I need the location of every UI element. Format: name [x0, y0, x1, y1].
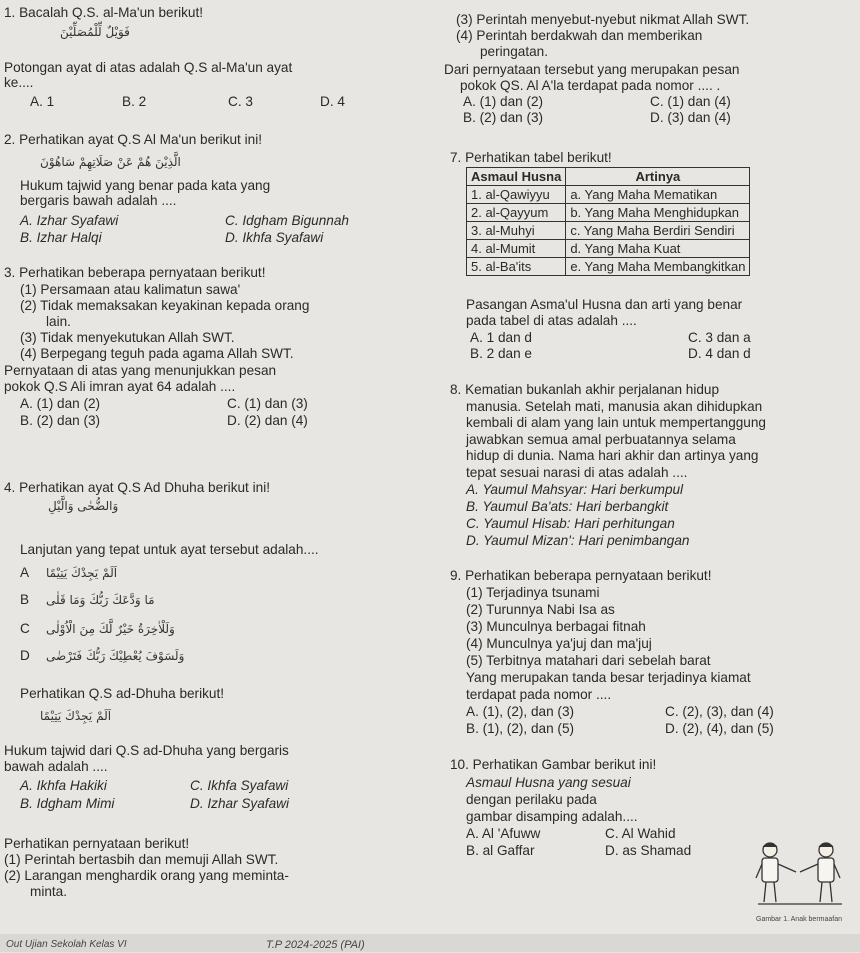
q1b-option-a[interactable]: A. (1) dan (2)	[463, 94, 544, 109]
q1b-stem-line1: Dari pernyataan tersebut yang merupakan pesan	[444, 62, 740, 77]
q2-stem-line2: bergaris bawah adalah ....	[20, 193, 177, 208]
q9-item: (2) Turunnya Nabi Isa as	[466, 602, 615, 617]
q1-option[interactable]: C. 3	[228, 94, 253, 109]
q4-option-c-label[interactable]: C	[20, 621, 30, 636]
q9-option-d[interactable]: D. (2), (4), dan (5)	[665, 721, 774, 736]
q1b-item-4-cont: peringatan.	[480, 44, 549, 59]
q8-line: kembali di alam yang lain untuk mempertanggung	[466, 415, 766, 430]
q5-stem-line2: bawah adalah ....	[4, 759, 108, 774]
q5-stem-line1: Hukum tajwid dari Q.S ad-Dhuha yang bergaris	[4, 743, 289, 758]
q4-arabic: وَالضُّحٰى وَالَّيْلِ	[48, 499, 119, 513]
q4-prompt: 4. Perhatikan ayat Q.S Ad Dhuha berikut ini!	[4, 480, 270, 495]
q7-option-d[interactable]: D. 4 dan d	[688, 346, 751, 361]
q7-option-a[interactable]: A. 1 dan d	[470, 330, 532, 345]
q1b-item-3: (3) Perintah menyebut-nyebut nikmat Allah SWT.	[456, 12, 750, 27]
q4-option-d-arabic[interactable]: وَلَسَوْفَ يُعْطِيْكَ رَبُّكَ فَتَرْضٰى	[46, 649, 185, 663]
q7-option-c[interactable]: C. 3 dan a	[688, 330, 751, 345]
q5-arabic: اَلَمْ يَجِدْكَ يَتِيْمًا	[40, 709, 112, 723]
q3-option-b[interactable]: B. (2) dan (3)	[20, 413, 101, 428]
q3-item: (3) Tidak menyekutukan Allah SWT.	[20, 330, 235, 345]
q2-option-c[interactable]: C. Idgham Bigunnah	[225, 213, 349, 228]
q10-line: dengan perilaku pada	[466, 792, 597, 807]
q3-stem-line1: Pernyataan di atas yang menunjukkan pesan	[4, 363, 277, 378]
q9-item: (5) Terbitnya matahari dari sebelah barat	[466, 653, 711, 668]
q9-item: (1) Terjadinya tsunami	[466, 585, 600, 600]
q5-option-b[interactable]: B. Idgham Mimi	[20, 796, 115, 811]
asmaul-husna-table	[466, 167, 750, 276]
q4-stem: Lanjutan yang tepat untuk ayat tersebut adalah....	[20, 542, 319, 557]
q2-prompt: 2. Perhatikan ayat Q.S Al Ma'un berikut ini!	[4, 132, 262, 147]
q1-line1: Potongan ayat di atas adalah Q.S al-Ma'un ayat	[4, 60, 293, 75]
table-row	[467, 222, 750, 240]
q6-item: (1) Perintah bertasbih dan memuji Allah SWT.	[4, 852, 279, 867]
table-cell: a. Yang Maha Mematikan	[566, 186, 750, 204]
q3-item: (2) Tidak memaksakan keyakinan kepada orang	[20, 298, 310, 313]
q9-item: (4) Munculnya ya'juj dan ma'juj	[466, 636, 652, 651]
q3-option-c[interactable]: C. (1) dan (3)	[227, 396, 308, 411]
table-cell: e. Yang Maha Membangkitkan	[566, 258, 750, 276]
q4-option-b-label[interactable]: B	[20, 592, 30, 607]
q2-arabic: الَّذِيْنَ هُمْ عَنْ صَلَاتِهِمْ سَاهُوْنَ	[40, 155, 181, 169]
q7-stem-line1: Pasangan Asma'ul Husna dan arti yang benar	[466, 297, 743, 312]
table-cell: 3. al-Muhyi	[467, 222, 566, 240]
table-cell: 4. al-Mumit	[467, 240, 566, 258]
q6-item: (2) Larangan menghardik orang yang meminta-	[4, 868, 289, 883]
q10-option-a[interactable]: A. Al 'Afuww	[466, 826, 541, 841]
q3-option-d[interactable]: D. (2) dan (4)	[227, 413, 308, 428]
q3-prompt: 3. Perhatikan beberapa pernyataan berikut!	[4, 265, 266, 280]
q8-line: jawabkan semua amal perbuatannya selama	[466, 432, 736, 447]
q1b-option-d[interactable]: D. (3) dan (4)	[650, 110, 731, 125]
table-cell: d. Yang Maha Kuat	[566, 240, 750, 258]
q4-option-d-label[interactable]: D	[20, 648, 30, 663]
table-row	[467, 258, 750, 276]
q8-line: tepat sesuai narasi di atas adalah ....	[466, 465, 688, 480]
table-cell: 5. al-Ba'its	[467, 258, 566, 276]
q6-item: minta.	[30, 884, 68, 899]
q1b-option-c[interactable]: C. (1) dan (4)	[650, 94, 731, 109]
q5-option-c[interactable]: C. Ikhfa Syafawi	[190, 778, 289, 793]
q5-option-a[interactable]: A. Ikhfa Hakiki	[20, 778, 107, 793]
footer-center: T.P 2024-2025 (PAI)	[266, 939, 365, 951]
q8-option-b[interactable]: B. Yaumul Ba'ats: Hari berbangkit	[466, 499, 669, 514]
q1-option[interactable]: B. 2	[122, 94, 147, 109]
q10-figure-caption: Gambar 1. Anak bermaafan	[756, 916, 842, 923]
footer-left: Out Ujian Sekolah Kelas VI	[6, 939, 127, 950]
q1b-option-b[interactable]: B. (2) dan (3)	[463, 110, 544, 125]
q9-option-a[interactable]: A. (1), (2), dan (3)	[466, 704, 575, 719]
q5-option-d[interactable]: D. Izhar Syafawi	[190, 796, 289, 811]
q2-option-a[interactable]: A. Izhar Syafawi	[20, 213, 119, 228]
q4-option-c-arabic[interactable]: وَلَلْاٰخِرَةُ خَيْرٌ لَّكَ مِنَ الْاُوْلٰى	[46, 622, 175, 636]
q4-option-b-arabic[interactable]: مَا وَدَّعَكَ رَبُّكَ وَمَا قَلٰى	[46, 593, 155, 607]
q9-prompt: 9. Perhatikan beberapa pernyataan berikut!	[450, 568, 712, 583]
q8-option-c[interactable]: C. Yaumul Hisab: Hari perhitungan	[466, 516, 675, 531]
q9-stem-line1: Yang merupakan tanda besar terjadinya kiamat	[466, 670, 751, 685]
q10-line: Asmaul Husna yang sesuai	[466, 775, 631, 790]
table-row	[467, 186, 750, 204]
q4-option-a-label[interactable]: A	[20, 565, 30, 580]
q9-option-b[interactable]: B. (1), (2), dan (5)	[466, 721, 575, 736]
table-row	[467, 240, 750, 258]
q1b-item-4: (4) Perintah berdakwah dan memberikan	[456, 28, 703, 43]
q10-line: gambar disamping adalah....	[466, 809, 638, 824]
table-cell: 1. al-Qawiyyu	[467, 186, 566, 204]
q1-option[interactable]: A. 1	[30, 94, 55, 109]
q2-option-b[interactable]: B. Izhar Halqi	[20, 230, 102, 245]
q10-option-c[interactable]: C. Al Wahid	[605, 826, 676, 841]
q10-option-b[interactable]: B. al Gaffar	[466, 843, 535, 858]
q9-stem-line2: terdapat pada nomor ....	[466, 687, 612, 702]
q8-option-a[interactable]: A. Yaumul Mahsyar: Hari berkumpul	[466, 482, 684, 497]
q7-option-b[interactable]: B. 2 dan e	[470, 346, 532, 361]
q1-arabic: فَوَيْلٌ لِّلْمُصَلِّيْنَ	[60, 25, 130, 39]
q1-line2: ke....	[4, 75, 34, 90]
q4-option-a-arabic[interactable]: اَلَمْ يَجِدْكَ يَتِيْمًا	[46, 566, 118, 580]
q3-option-a[interactable]: A. (1) dan (2)	[20, 396, 101, 411]
children-shaking-hands-illustration	[744, 840, 856, 910]
q3-item: (1) Persamaan atau kalimatun sawa'	[20, 282, 241, 297]
q8-option-d[interactable]: D. Yaumul Mizan': Hari penimbangan	[466, 533, 690, 548]
q1-prompt: 1. Bacalah Q.S. al-Ma'un berikut!	[4, 5, 204, 20]
table-cell: c. Yang Maha Berdiri Sendiri	[566, 222, 750, 240]
q7-prompt: 7. Perhatikan tabel berikut!	[450, 150, 612, 165]
page-footer	[0, 934, 860, 952]
q8-line: 8. Kematian bukanlah akhir perjalanan hidup	[450, 382, 720, 397]
q3-stem-line2: pokok Q.S Ali imran ayat 64 adalah ....	[4, 379, 236, 394]
q9-option-c[interactable]: C. (2), (3), dan (4)	[665, 704, 774, 719]
table-row	[467, 204, 750, 222]
q2-option-d[interactable]: D. Ikhfa Syafawi	[225, 230, 324, 245]
q7-stem-line2: pada tabel di atas adalah ....	[466, 313, 637, 328]
table-header: Asmaul Husna	[467, 168, 566, 186]
q6-prompt: Perhatikan pernyataan berikut!	[4, 836, 190, 851]
q5-prompt: Perhatikan Q.S ad-Dhuha berikut!	[20, 686, 225, 701]
q10-prompt: 10. Perhatikan Gambar berikut ini!	[450, 757, 657, 772]
q3-item: lain.	[46, 314, 71, 329]
table-cell: 2. al-Qayyum	[467, 204, 566, 222]
q9-item: (3) Munculnya berbagai fitnah	[466, 619, 646, 634]
table-header-row	[467, 168, 750, 186]
q3-item: (4) Berpegang teguh pada agama Allah SWT.	[20, 346, 294, 361]
q1-option[interactable]: D. 4	[320, 94, 345, 109]
q10-option-d[interactable]: D. as Shamad	[605, 843, 692, 858]
q1b-stem-line2: pokok QS. Al A'la terdapat pada nomor .... .	[460, 78, 721, 93]
table-cell: b. Yang Maha Menghidupkan	[566, 204, 750, 222]
q8-line: hidup di dunia. Nama hari akhir dan artinya yang	[466, 448, 759, 463]
q2-stem-line1: Hukum tajwid yang benar pada kata yang	[20, 178, 271, 193]
q8-line: manusia. Setelah mati, manusia akan dihidupkan	[466, 399, 763, 414]
table-header: Artinya	[566, 168, 750, 186]
